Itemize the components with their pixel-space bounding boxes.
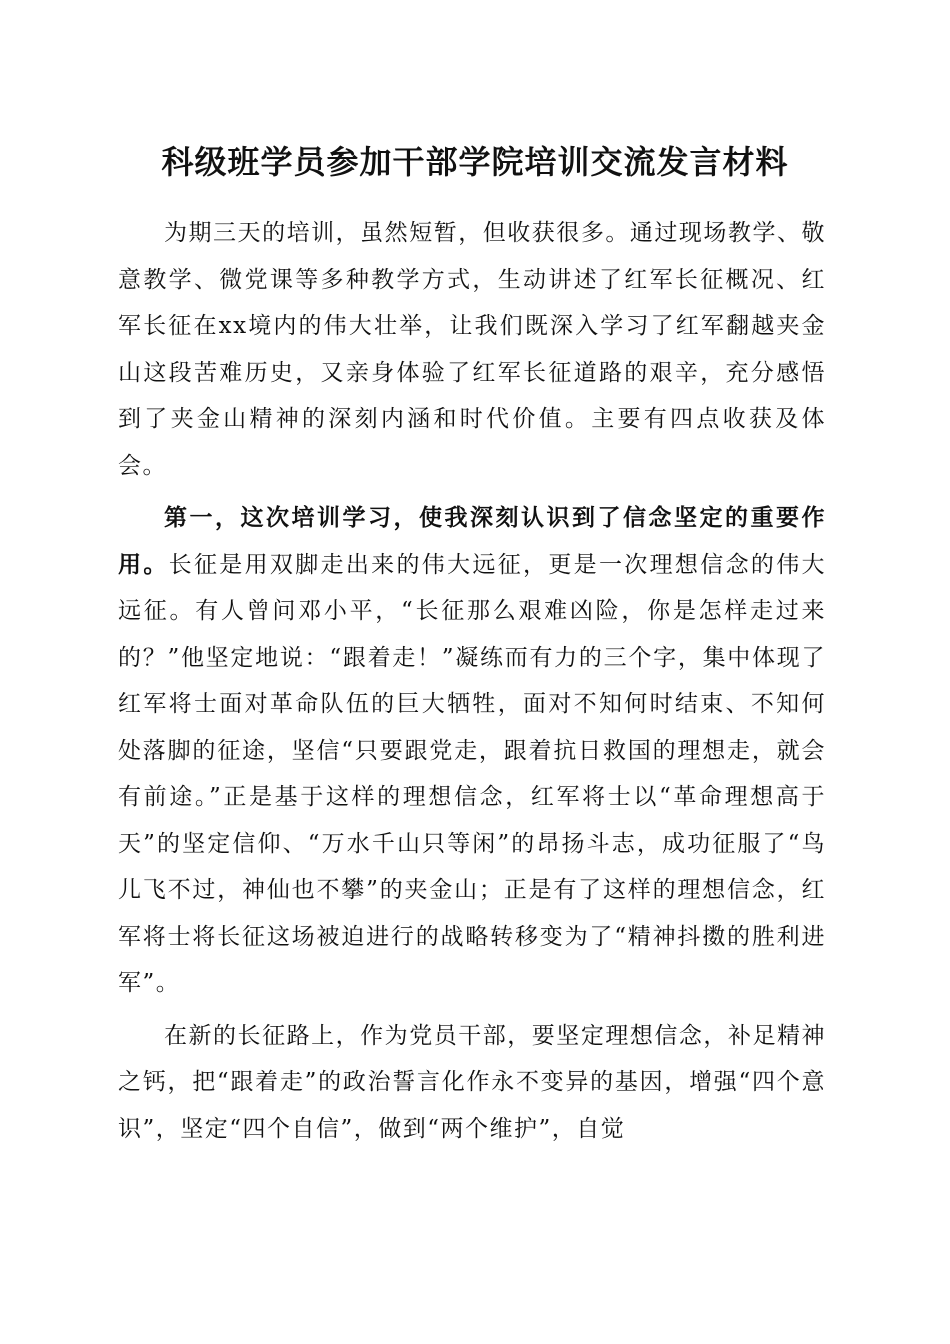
- paragraph-first-point: [118, 495, 826, 1007]
- paragraph-intro: [118, 210, 826, 489]
- document-title: 科级班学员参加干部学院培训交流发言材料: [161, 143, 789, 181]
- paragraph-lead: 第一，这次培训学习，使我深刻认识到了信念坚定的重要作用。: [118, 504, 826, 578]
- paragraph-new-long-march: [118, 1013, 826, 1153]
- paragraph-text: 长征是用双脚走出来的伟大远征，更是一次理想信念的伟大远征。有人曾问邓小平，“长征那么艰难凶险，你是怎样走过来的？”他坚定地说：“跟着走！”凝练而有力的三个字，集中体现了红军将士面对革命队伍的巨大牺牲，面对不知何时结束、不知何处落脚的征途，坚信“只要跟党走，跟着抗日救国的理想走，就会有前途。”正是基于这样的理想信念，红军将士以“革命理想高于天”的坚定信仰、“万水千山只等闲”的昂扬斗志，成功征服了“鸟儿飞不过，神仙也不攀”的夹金山；正是有了这样的理想信念，红军将士将长征这场被迫进行的战略转移变为了“精神抖擞的胜利进军”。: [118, 551, 827, 996]
- document-body: [118, 210, 826, 1158]
- paragraph-text: 在新的长征路上，作为党员干部，要坚定理想信念，补足精神之钙，把“跟着走”的政治誓言化作永不变异的基因，增强“四个意识”，坚定“四个自信”，做到“两个维护”，自觉: [118, 1022, 826, 1142]
- paragraph-text: 为期三天的培训，虽然短暂，但收获很多。通过现场教学、敬意教学、微党课等多种教学方式，生动讲述了红军长征概况、红军长征在xx境内的伟大壮举，让我们既深入学习了红军翻越夹金山这段苦难历史，又亲身体验了红军长征道路的艰辛，充分感悟到了夹金山精神的深刻内涵和时代价值。主要有四点收获及体会。: [118, 220, 826, 479]
